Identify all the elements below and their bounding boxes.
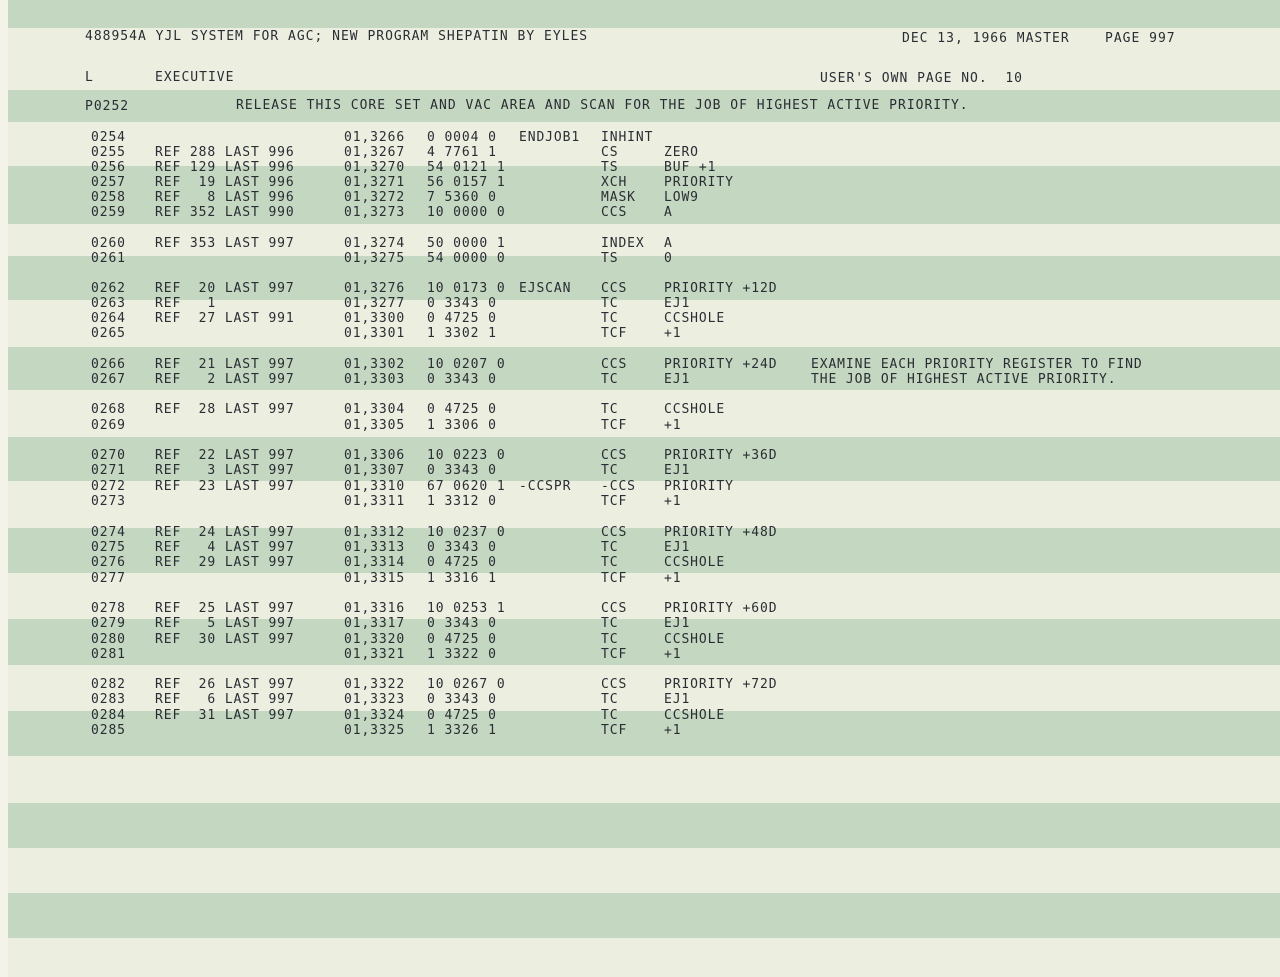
octal-code: 1 3302 1 — [427, 326, 497, 341]
ref-field: REF 25 LAST 997 — [155, 601, 295, 616]
operand: EJ1 — [664, 372, 691, 387]
opcode: CS — [601, 145, 619, 160]
operand: PRIORITY +72D — [664, 677, 778, 692]
operand: A — [664, 205, 673, 220]
operand: +1 — [664, 494, 682, 509]
paper-band — [0, 893, 1280, 938]
address: 01,3271 — [344, 175, 406, 190]
opcode: CCS — [601, 448, 628, 463]
operand: +1 — [664, 723, 682, 738]
ref-field: REF 30 LAST 997 — [155, 632, 295, 647]
operand: +1 — [664, 418, 682, 433]
octal-code: 0 3343 0 — [427, 463, 497, 478]
address: 01,3320 — [344, 632, 406, 647]
line-number: 0264 — [91, 311, 126, 326]
operand: CCSHOLE — [664, 311, 726, 326]
octal-code: 10 0223 0 — [427, 448, 506, 463]
line-number: 0266 — [91, 357, 126, 372]
address: 01,3307 — [344, 463, 406, 478]
octal-code: 1 3316 1 — [427, 571, 497, 586]
label-field: -CCSPR — [519, 479, 572, 494]
line-number: 0258 — [91, 190, 126, 205]
label-field: EJSCAN — [519, 281, 572, 296]
operand: PRIORITY — [664, 479, 734, 494]
line-number: 0265 — [91, 326, 126, 341]
operand: PRIORITY +36D — [664, 448, 778, 463]
line-number: 0281 — [91, 647, 126, 662]
octal-code: 0 4725 0 — [427, 632, 497, 647]
opcode: TCF — [601, 326, 628, 341]
opcode: INHINT — [601, 130, 654, 145]
address: 01,3316 — [344, 601, 406, 616]
ref-field: REF 1 — [155, 296, 217, 311]
line-number: 0270 — [91, 448, 126, 463]
address: 01,3300 — [344, 311, 406, 326]
octal-code: 0 4725 0 — [427, 555, 497, 570]
operand: CCSHOLE — [664, 632, 726, 647]
ref-field: REF 20 LAST 997 — [155, 281, 295, 296]
opcode: XCH — [601, 175, 628, 190]
page-ref-label: P0252 — [85, 99, 130, 114]
line-number: 0275 — [91, 540, 126, 555]
line-number: 0278 — [91, 601, 126, 616]
ref-field: REF 26 LAST 997 — [155, 677, 295, 692]
octal-code: 0 4725 0 — [427, 402, 497, 417]
operand: CCSHOLE — [664, 555, 726, 570]
comment: THE JOB OF HIGHEST ACTIVE PRIORITY. — [811, 372, 1117, 387]
ref-field: REF 288 LAST 996 — [155, 145, 295, 160]
ref-field: REF 4 LAST 997 — [155, 540, 295, 555]
octal-code: 0 4725 0 — [427, 311, 497, 326]
operand: ZERO — [664, 145, 699, 160]
line-number: 0259 — [91, 205, 126, 220]
line-number: 0262 — [91, 281, 126, 296]
page-header-title: 488954A YJL SYSTEM FOR AGC; NEW PROGRAM SHEPATIN BY EYLES — [85, 29, 589, 44]
octal-code: 10 0207 0 — [427, 357, 506, 372]
octal-code: 1 3306 0 — [427, 418, 497, 433]
line-number: 0284 — [91, 708, 126, 723]
address: 01,3313 — [344, 540, 406, 555]
paper-band — [0, 0, 1280, 28]
paper-band — [0, 803, 1280, 848]
paper-margin — [0, 0, 8, 977]
octal-code: 0 0004 0 — [427, 130, 497, 145]
address: 01,3325 — [344, 723, 406, 738]
octal-code: 4 7761 1 — [427, 145, 497, 160]
operand: CCSHOLE — [664, 708, 726, 723]
ref-field: REF 19 LAST 996 — [155, 175, 295, 190]
opcode: TC — [601, 692, 619, 707]
operand: A — [664, 236, 673, 251]
line-number: 0256 — [91, 160, 126, 175]
comment: EXAMINE EACH PRIORITY REGISTER TO FIND — [811, 357, 1143, 372]
opcode: TCF — [601, 723, 628, 738]
opcode: TCF — [601, 418, 628, 433]
ref-field: REF 8 LAST 996 — [155, 190, 295, 205]
octal-code: 54 0000 0 — [427, 251, 506, 266]
opcode: TC — [601, 540, 619, 555]
line-number: 0269 — [91, 418, 126, 433]
octal-code: 67 0620 1 — [427, 479, 506, 494]
ref-field: REF 29 LAST 997 — [155, 555, 295, 570]
page-ref-text: RELEASE THIS CORE SET AND VAC AREA AND SCAN FOR THE JOB OF HIGHEST ACTIVE PRIORITY. — [236, 98, 969, 113]
opcode: TC — [601, 296, 619, 311]
octal-code: 7 5360 0 — [427, 190, 497, 205]
octal-code: 0 3343 0 — [427, 296, 497, 311]
line-number: 0282 — [91, 677, 126, 692]
address: 01,3324 — [344, 708, 406, 723]
operand: EJ1 — [664, 296, 691, 311]
octal-code: 1 3322 0 — [427, 647, 497, 662]
address: 01,3317 — [344, 616, 406, 631]
page-header-date: DEC 13, 1966 MASTER PAGE 997 — [902, 31, 1176, 46]
opcode: MASK — [601, 190, 636, 205]
address: 01,3272 — [344, 190, 406, 205]
ref-field: REF 31 LAST 997 — [155, 708, 295, 723]
ref-field: REF 352 LAST 990 — [155, 205, 295, 220]
opcode: TC — [601, 555, 619, 570]
address: 01,3266 — [344, 130, 406, 145]
address: 01,3270 — [344, 160, 406, 175]
line-number: 0255 — [91, 145, 126, 160]
operand: PRIORITY +12D — [664, 281, 778, 296]
users-page-number: USER'S OWN PAGE NO. 10 — [820, 71, 1024, 86]
address: 01,3310 — [344, 479, 406, 494]
line-number: 0285 — [91, 723, 126, 738]
section-flag: L — [85, 70, 94, 85]
octal-code: 54 0121 1 — [427, 160, 506, 175]
octal-code: 1 3326 1 — [427, 723, 497, 738]
octal-code: 0 3343 0 — [427, 692, 497, 707]
octal-code: 10 0000 0 — [427, 205, 506, 220]
octal-code: 50 0000 1 — [427, 236, 506, 251]
operand: EJ1 — [664, 616, 691, 631]
address: 01,3305 — [344, 418, 406, 433]
octal-code: 0 4725 0 — [427, 708, 497, 723]
opcode: TS — [601, 160, 619, 175]
opcode: CCS — [601, 205, 628, 220]
operand: EJ1 — [664, 540, 691, 555]
address: 01,3277 — [344, 296, 406, 311]
line-number: 0267 — [91, 372, 126, 387]
address: 01,3304 — [344, 402, 406, 417]
address: 01,3275 — [344, 251, 406, 266]
operand: +1 — [664, 326, 682, 341]
ref-field: REF 24 LAST 997 — [155, 525, 295, 540]
opcode: TC — [601, 708, 619, 723]
line-number: 0279 — [91, 616, 126, 631]
octal-code: 10 0267 0 — [427, 677, 506, 692]
octal-code: 0 3343 0 — [427, 540, 497, 555]
section-name: EXECUTIVE — [155, 70, 235, 85]
line-number: 0274 — [91, 525, 126, 540]
opcode: TS — [601, 251, 619, 266]
operand: PRIORITY +60D — [664, 601, 778, 616]
operand: 0 — [664, 251, 673, 266]
opcode: TC — [601, 463, 619, 478]
line-number: 0261 — [91, 251, 126, 266]
address: 01,3315 — [344, 571, 406, 586]
ref-field: REF 27 LAST 991 — [155, 311, 295, 326]
octal-code: 0 3343 0 — [427, 372, 497, 387]
operand: PRIORITY — [664, 175, 734, 190]
operand: PRIORITY +48D — [664, 525, 778, 540]
octal-code: 56 0157 1 — [427, 175, 506, 190]
octal-code: 1 3312 0 — [427, 494, 497, 509]
address: 01,3303 — [344, 372, 406, 387]
operand: CCSHOLE — [664, 402, 726, 417]
address: 01,3312 — [344, 525, 406, 540]
opcode: TCF — [601, 571, 628, 586]
line-number: 0273 — [91, 494, 126, 509]
octal-code: 10 0237 0 — [427, 525, 506, 540]
opcode: CCS — [601, 357, 628, 372]
address: 01,3276 — [344, 281, 406, 296]
ref-field: REF 5 LAST 997 — [155, 616, 295, 631]
ref-field: REF 2 LAST 997 — [155, 372, 295, 387]
operand: BUF +1 — [664, 160, 717, 175]
opcode: CCS — [601, 281, 628, 296]
ref-field: REF 23 LAST 997 — [155, 479, 295, 494]
line-number: 0257 — [91, 175, 126, 190]
operand: +1 — [664, 647, 682, 662]
line-number: 0276 — [91, 555, 126, 570]
opcode: CCS — [601, 677, 628, 692]
ref-field: REF 21 LAST 997 — [155, 357, 295, 372]
address: 01,3301 — [344, 326, 406, 341]
opcode: TCF — [601, 494, 628, 509]
opcode: INDEX — [601, 236, 645, 251]
line-number: 0280 — [91, 632, 126, 647]
address: 01,3273 — [344, 205, 406, 220]
line-number: 0263 — [91, 296, 126, 311]
address: 01,3274 — [344, 236, 406, 251]
opcode: TC — [601, 632, 619, 647]
line-number: 0283 — [91, 692, 126, 707]
ref-field: REF 22 LAST 997 — [155, 448, 295, 463]
opcode: TC — [601, 372, 619, 387]
address: 01,3311 — [344, 494, 406, 509]
address: 01,3314 — [344, 555, 406, 570]
octal-code: 10 0173 0 — [427, 281, 506, 296]
opcode: CCS — [601, 601, 628, 616]
ref-field: REF 28 LAST 997 — [155, 402, 295, 417]
operand: EJ1 — [664, 463, 691, 478]
ref-field: REF 353 LAST 997 — [155, 236, 295, 251]
opcode: TC — [601, 616, 619, 631]
address: 01,3267 — [344, 145, 406, 160]
address: 01,3322 — [344, 677, 406, 692]
address: 01,3302 — [344, 357, 406, 372]
ref-field: REF 6 LAST 997 — [155, 692, 295, 707]
opcode: TC — [601, 311, 619, 326]
line-number: 0272 — [91, 479, 126, 494]
octal-code: 10 0253 1 — [427, 601, 506, 616]
address: 01,3323 — [344, 692, 406, 707]
line-number: 0277 — [91, 571, 126, 586]
operand: PRIORITY +24D — [664, 357, 778, 372]
operand: LOW9 — [664, 190, 699, 205]
address: 01,3306 — [344, 448, 406, 463]
opcode: -CCS — [601, 479, 636, 494]
line-number: 0271 — [91, 463, 126, 478]
ref-field: REF 129 LAST 996 — [155, 160, 295, 175]
ref-field: REF 3 LAST 997 — [155, 463, 295, 478]
operand: EJ1 — [664, 692, 691, 707]
operand: +1 — [664, 571, 682, 586]
line-number: 0268 — [91, 402, 126, 417]
opcode: TC — [601, 402, 619, 417]
line-number: 0260 — [91, 236, 126, 251]
address: 01,3321 — [344, 647, 406, 662]
opcode: CCS — [601, 525, 628, 540]
opcode: TCF — [601, 647, 628, 662]
octal-code: 0 3343 0 — [427, 616, 497, 631]
label-field: ENDJOB1 — [519, 130, 581, 145]
line-number: 0254 — [91, 130, 126, 145]
